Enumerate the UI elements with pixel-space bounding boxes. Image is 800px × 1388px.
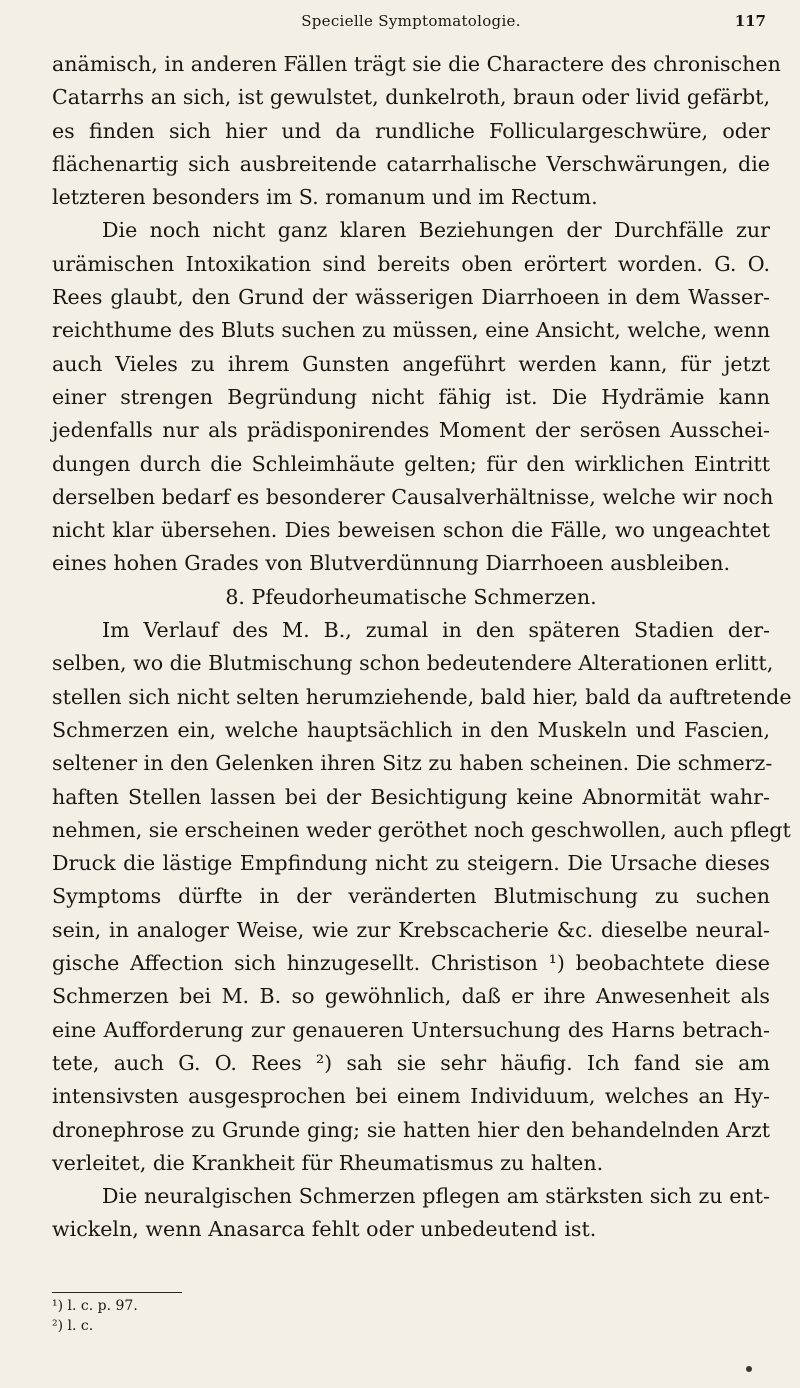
text-line: reichthume des Bluts suchen zu müssen, eine Ansicht, welche, wenn xyxy=(52,318,771,343)
text-line: flächenartig sich ausbreitende catarrhalische Verschwärungen, die xyxy=(52,151,770,176)
ink-spot xyxy=(746,1366,752,1372)
text-line: Rees glaubt, den Grund der wässerigen Diarrhoeen in dem Wasser- xyxy=(52,285,770,310)
text-line: Symptoms dürfte in der veränderten Blutmischung zu suchen xyxy=(52,884,770,909)
text-line: wickeln, wenn Anasarca fehlt oder unbedeutend ist. xyxy=(52,1217,597,1242)
text-line: Die neuralgischen Schmerzen pflegen am stärksten sich zu ent- xyxy=(102,1184,770,1209)
text-line: tete, auch G. O. Rees ²) sah sie sehr häufig. Ich fand sie am xyxy=(52,1050,770,1075)
text-line: haften Stellen lassen bei der Besichtigung keine Abnormität wahr- xyxy=(52,784,770,809)
page-number: 117 xyxy=(734,12,766,30)
section-heading: 8. Pfeudorheumatische Schmerzen. xyxy=(225,584,597,609)
running-title: Specielle Symptomatologie. xyxy=(301,12,521,30)
text-line: Druck die lästige Empfindung nicht zu steigern. Die Ursache dieses xyxy=(52,851,770,876)
text-line: urämischen Intoxikation sind bereits oben erörtert worden. G. O. xyxy=(52,251,770,276)
body-text xyxy=(52,48,792,1247)
footnote-divider xyxy=(52,1292,182,1293)
footnotes xyxy=(52,1292,770,1336)
text-line: Im Verlauf des M. B., zumal in den späteren Stadien der- xyxy=(102,618,770,643)
text-line: Catarrhs an sich, ist gewulstet, dunkelroth, braun oder livid gefärbt, xyxy=(52,85,770,110)
text-line: verleitet, die Krankheit für Rheumatismus zu halten. xyxy=(52,1150,604,1175)
text-line: nehmen, sie erscheinen weder geröthet noch geschwollen, auch pflegt xyxy=(52,817,791,842)
footnote: ¹) l. c. p. 97. xyxy=(52,1298,138,1314)
text-line: einer strengen Begründung nicht fähig ist. Die Hydrämie kann xyxy=(52,384,770,409)
text-line: anämisch, in anderen Fällen trägt sie die Charactere des chronischen xyxy=(52,52,781,76)
text-line: dronephrose zu Grunde ging; sie hatten hier den behandelnden Arzt xyxy=(52,1117,770,1142)
text-line: derselben bedarf es besonderer Causalverhältnisse, welche wir noch xyxy=(52,484,774,509)
text-line: seltener in den Gelenken ihren Sitz zu haben scheinen. Die schmerz- xyxy=(52,751,773,776)
text-line: Die noch nicht ganz klaren Beziehungen der Durchfälle zur xyxy=(102,218,770,243)
text-line: intensivsten ausgesprochen bei einem Individuum, welches an Hy- xyxy=(52,1084,770,1109)
text-line: nicht klar übersehen. Dies beweisen schon die Fälle, wo ungeachtet xyxy=(52,518,770,543)
footnote: ²) l. c. xyxy=(52,1318,94,1334)
running-head xyxy=(56,12,766,34)
text-line: Schmerzen bei M. B. so gewöhnlich, daß er ihre Anwesenheit als xyxy=(52,984,770,1009)
text-line: sein, in analoger Weise, wie zur Krebscacherie &c. dieselbe neural- xyxy=(52,917,770,942)
text-line: eines hohen Grades von Blutverdünnung Diarrhoeen ausbleiben. xyxy=(52,551,731,576)
text-line: dungen durch die Schleimhäute gelten; für den wirklichen Eintritt xyxy=(52,451,770,476)
text-line: auch Vieles zu ihrem Gunsten angeführt werden kann, für jetzt xyxy=(52,351,770,376)
text-line: gische Affection sich hinzugesellt. Christison ¹) beobachtete diese xyxy=(52,951,770,976)
text-line: es finden sich hier und da rundliche Folliculargeschwüre, oder xyxy=(52,118,770,143)
text-line: stellen sich nicht selten herumziehende, bald hier, bald da auftretende xyxy=(52,684,792,709)
text-line: jedenfalls nur als prädisponirendes Moment der serösen Ausschei- xyxy=(52,418,770,443)
text-line: Schmerzen ein, welche hauptsächlich in den Muskeln und Fascien, xyxy=(52,717,770,742)
text-line: selben, wo die Blutmischung schon bedeutendere Alterationen erlitt, xyxy=(52,651,774,676)
text-line: letzteren besonders im S. romanum und im Rectum. xyxy=(52,185,598,210)
text-line: eine Aufforderung zur genaueren Untersuchung des Harns betrach- xyxy=(52,1017,770,1042)
